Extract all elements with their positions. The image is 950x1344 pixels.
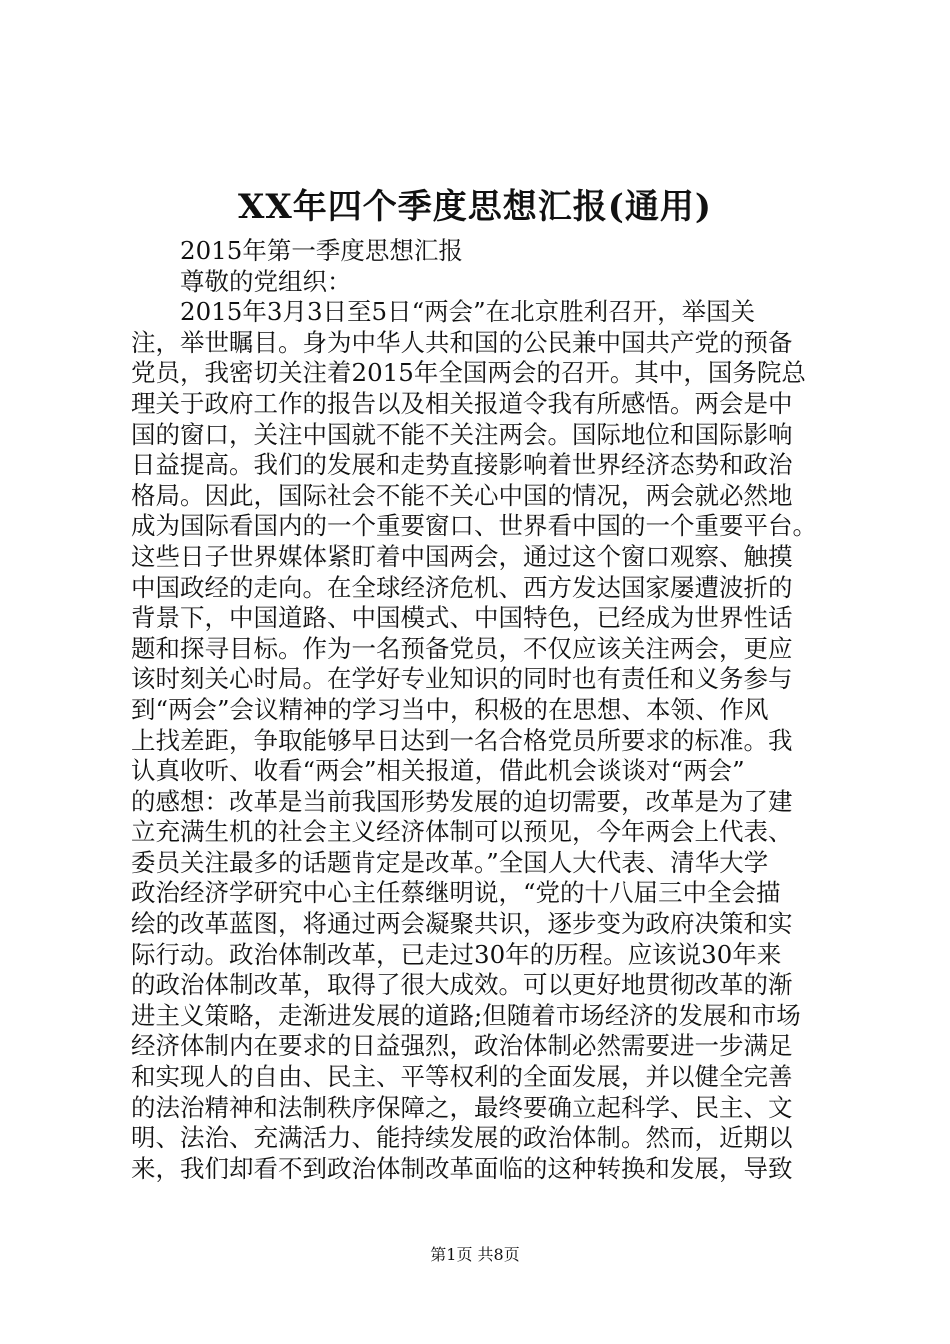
paragraph-line: 该时刻关心时局。在学好专业知识的同时也有责任和义务参与	[131, 664, 793, 694]
paragraph-line: 到“两会”会议精神的学习当中，积极的在思想、本领、作风	[131, 694, 769, 724]
salutation: 尊敬的党组织：	[180, 266, 352, 296]
paragraph-line: 中国政经的走向。在全球经济危机、西方发达国家屡遭波折的	[131, 572, 793, 602]
paragraph-line: 格局。因此，国际社会不能不关心中国的情况，两会就必然地	[131, 480, 793, 510]
paragraph-line: 来，我们却看不到政治体制改革面临的这种转换和发展，导致	[131, 1153, 793, 1183]
paragraph-line: 绘的改革蓝图，将通过两会凝聚共识，逐步变为政府决策和实	[131, 909, 793, 939]
paragraph-line: 立充满生机的社会主义经济体制可以预见，今年两会上代表、	[131, 817, 793, 847]
paragraph-line: 题和探寻目标。作为一名预备党员，不仅应该关注两会，更应	[131, 633, 793, 663]
paragraph-line: 理关于政府工作的报告以及相关报道令我有所感悟。两会是中	[131, 388, 793, 418]
page-footer: 第1页 共8页	[430, 1245, 520, 1264]
paragraph-line: 2015年3月3日至5日“两会”在北京胜利召开，举国关	[180, 297, 756, 327]
paragraph-line: 国的窗口，关注中国就不能不关注两会。国际地位和国际影响	[131, 419, 793, 449]
document-body	[131, 236, 831, 1184]
section-heading: 2015年第一季度思想汇报	[180, 236, 463, 265]
document-title: XX年四个季度思想汇报(通用)	[238, 187, 712, 227]
paragraph-line: 进主义策略，走渐进发展的道路;但随着市场经济的发展和市场	[131, 1000, 801, 1030]
paragraph-line: 党员，我密切关注着2015年全国两会的召开。其中，国务院总	[131, 358, 806, 388]
paragraph-line: 委员关注最多的话题肯定是改革。”全国人大代表、清华大学	[131, 847, 769, 877]
paragraph-line: 成为国际看国内的一个重要窗口、世界看中国的一个重要平台。	[131, 511, 817, 541]
paragraph-line: 经济体制内在要求的日益强烈，政治体制必然需要进一步满足	[131, 1031, 793, 1061]
paragraph-line: 注，举世瞩目。身为中华人共和国的公民兼中国共产党的预备	[131, 327, 793, 357]
paragraph-line: 的法治精神和法制秩序保障之，最终要确立起科学、民主、文	[131, 1092, 793, 1122]
paragraph-line: 这些日子世界媒体紧盯着中国两会，通过这个窗口观察、触摸	[131, 541, 793, 571]
paragraph-line: 的感想：改革是当前我国形势发展的迫切需要，改革是为了建	[131, 786, 793, 816]
paragraph-line: 明、法治、充满活力、能持续发展的政治体制。然而，近期以	[131, 1123, 793, 1153]
paragraph-line: 和实现人的自由、民主、平等权利的全面发展，并以健全完善	[131, 1062, 793, 1092]
paragraph-line: 的政治体制改革，取得了很大成效。可以更好地贯彻改革的渐	[131, 970, 793, 1000]
paragraph-line: 政治经济学研究中心主任蔡继明说，“党的十八届三中全会描	[131, 878, 781, 908]
paragraph	[131, 297, 831, 1184]
paragraph-line: 认真收听、收看“两会”相关报道，借此机会谈谈对“两会”	[131, 756, 745, 786]
paragraph-line: 际行动。政治体制改革，已走过30年的历程。应该说30年来	[131, 939, 782, 969]
paragraph-line: 日益提高。我们的发展和走势直接影响着世界经济态势和政治	[131, 450, 793, 480]
paragraph-line: 上找差距，争取能够早日达到一名合格党员所要求的标准。我	[131, 725, 793, 755]
paragraph-line: 背景下，中国道路、中国模式、中国特色，已经成为世界性话	[131, 603, 793, 633]
